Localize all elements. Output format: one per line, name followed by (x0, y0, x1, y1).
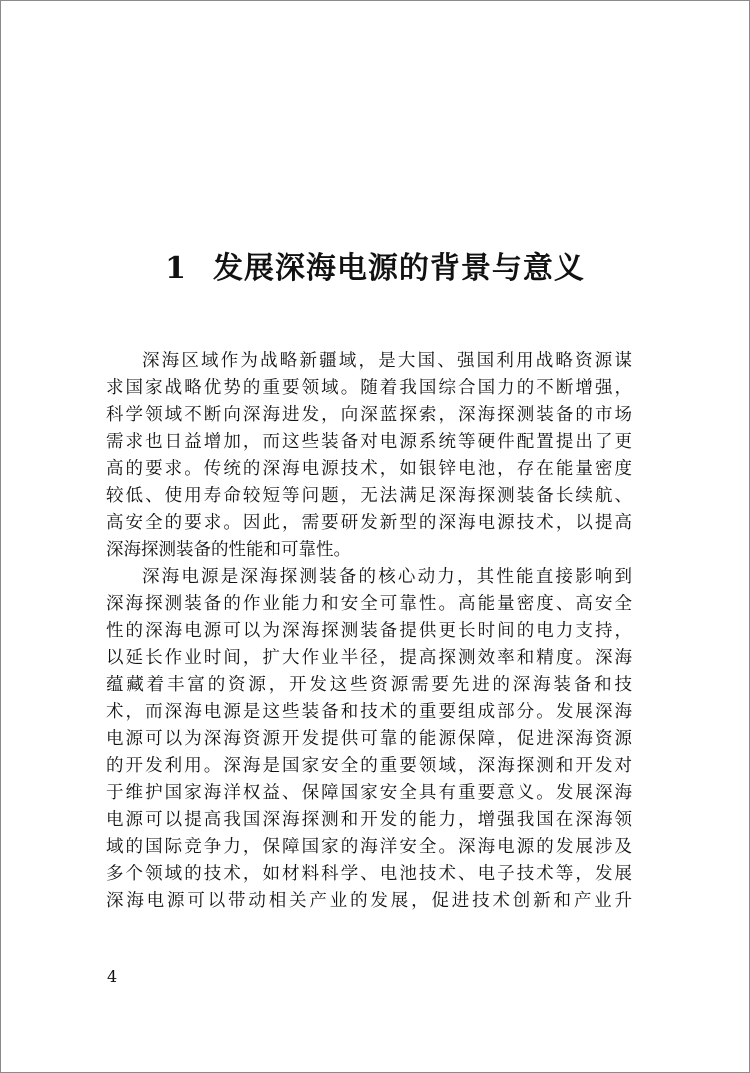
text-line: 高的要求。传统的深海电源技术，如银锌电池，存在能量密度 (106, 459, 632, 479)
text-line: 蕴藏着丰富的资源，开发这些资源需要先进的深海装备和技 (106, 675, 632, 695)
text-line: 深海电源可以带动相关产业的发展，促进技术创新和产业升 (106, 891, 632, 911)
text-line: 较低、使用寿命较短等问题，无法满足深海探测装备长续航、 (106, 486, 632, 506)
chapter-number: 1 (165, 251, 187, 286)
text-line: 性的深海电源可以为深海探测装备提供更长时间的电力支持， (106, 621, 632, 641)
text-line: 深海区域作为战略新疆域，是大国、强国利用战略资源谋 (142, 351, 632, 371)
paragraph-2 (106, 564, 632, 915)
paragraph-1 (106, 348, 632, 564)
text-line: 深海探测装备的性能和可靠性。 (106, 540, 351, 560)
text-line: 多个领域的技术，如材料科学、电池技术、电子技术等，发展 (106, 864, 632, 884)
text-line: 术，而深海电源是这些装备和技术的重要组成部分。发展深海 (106, 702, 632, 722)
text-line: 的开发利用。深海是国家安全的重要领域，深海探测和开发对 (106, 756, 632, 776)
text-line: 深海探测装备的作业能力和安全可靠性。高能量密度、高安全 (106, 594, 632, 614)
text-line: 于维护国家海洋权益、保障国家安全具有重要意义。发展深海 (106, 783, 632, 803)
text-line: 电源可以为深海资源开发提供可靠的能源保障，促进深海资源 (106, 729, 632, 749)
page-number: 4 (107, 967, 118, 986)
text-line: 求国家战略优势的重要领域。随着我国综合国力的不断增强， (106, 378, 632, 398)
text-line: 需求也日益增加，而这些装备对电源系统等硬件配置提出了更 (106, 432, 632, 452)
chapter-title: 发展深海电源的背景与意义 (212, 251, 585, 286)
text-line: 高安全的要求。因此，需要研发新型的深海电源技术，以提高 (106, 513, 632, 533)
body-text (106, 348, 632, 915)
chapter-heading (0, 243, 750, 287)
text-line: 深海电源是深海探测装备的核心动力，其性能直接影响到 (142, 567, 632, 587)
text-line: 科学领域不断向深海进发，向深蓝探索，深海探测装备的市场 (106, 405, 632, 425)
text-line: 域的国际竞争力，保障国家的海洋安全。深海电源的发展涉及 (106, 837, 632, 857)
text-line: 电源可以提高我国深海探测和开发的能力，增强我国在深海领 (106, 810, 632, 830)
text-line: 以延长作业时间，扩大作业半径，提高探测效率和精度。深海 (106, 648, 632, 668)
